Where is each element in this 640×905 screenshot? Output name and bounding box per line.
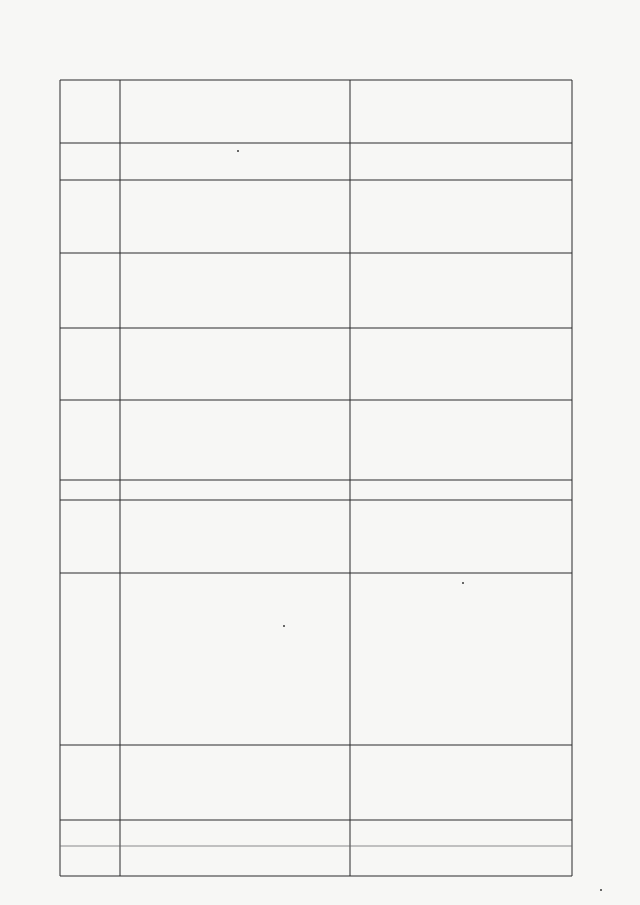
scan-speck (237, 150, 239, 152)
scan-speck (462, 582, 464, 584)
scan-speck (600, 889, 602, 891)
scan-speck (283, 625, 285, 627)
